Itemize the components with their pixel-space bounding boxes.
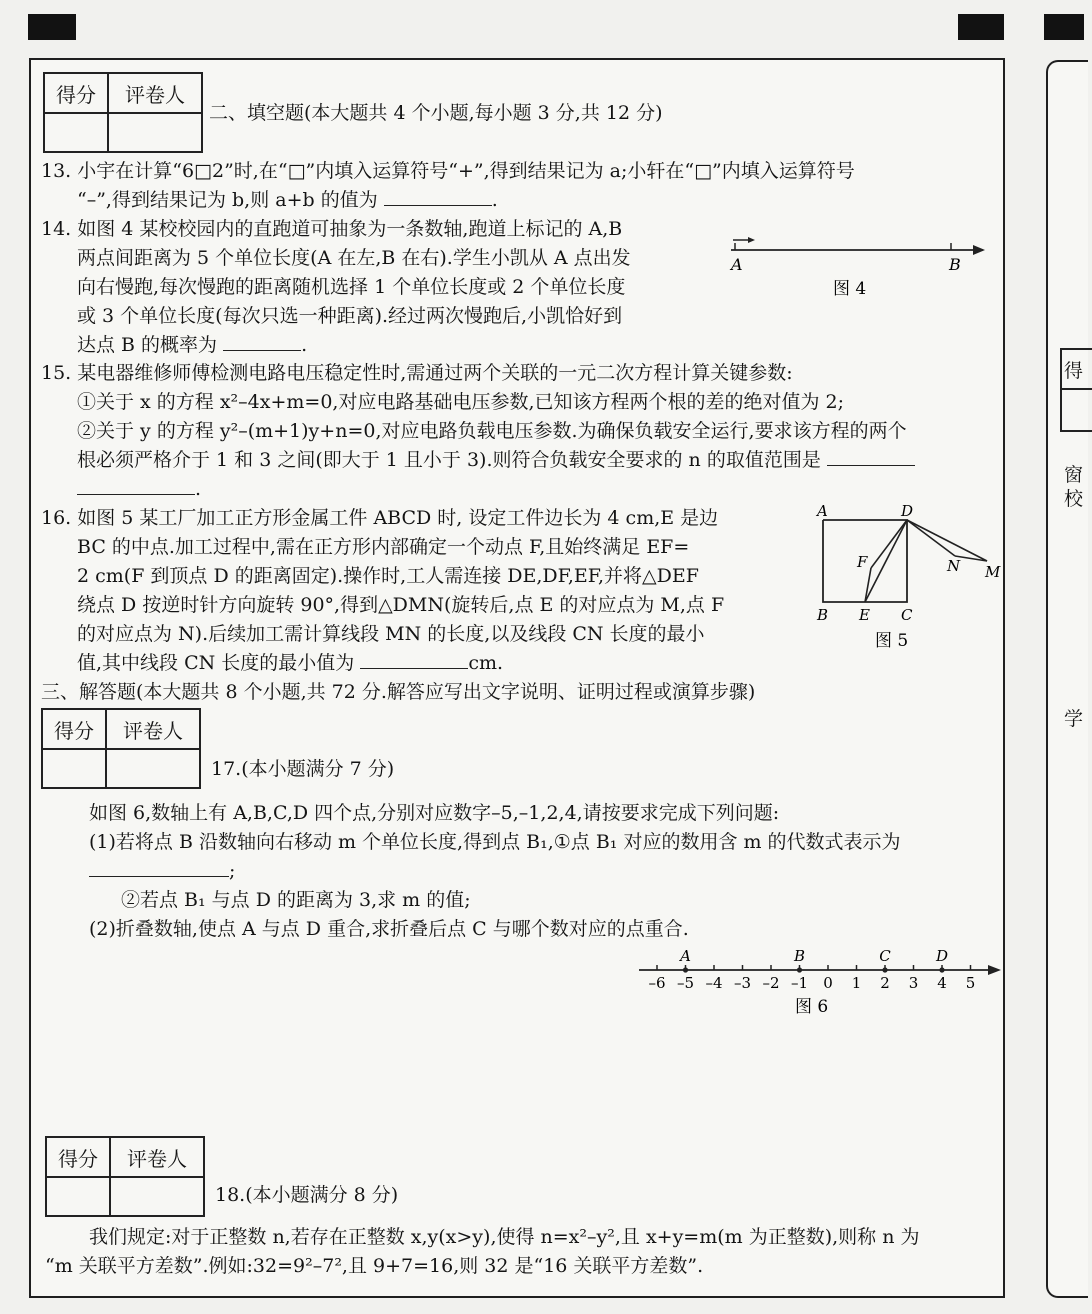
figure-6-number-line: [631, 940, 1007, 1016]
q18-text: “m 关联平方差数”.例如:32=9²–7²,且 9+7=16,则 32 是“16 关联平方差数”.: [45, 1255, 704, 1277]
q17-title: 17.(本小题满分 7 分): [211, 758, 395, 780]
tick-label: 3: [908, 974, 919, 992]
q15-answer-blank-b[interactable]: [77, 494, 195, 495]
q17-text: ②若点 B₁ 与点 D 的距离为 3,求 m 的值;: [121, 889, 471, 911]
point-marker: [939, 967, 944, 972]
q16-text: 的对应点为 N).后续加工需计算线段 MN 的长度,以及线段 CN 长度的最小: [77, 623, 705, 645]
grader-cell[interactable]: [106, 749, 200, 788]
point-b-label: B: [949, 255, 961, 274]
vertex-c-label: C: [901, 606, 913, 624]
q15-text: ①关于 x 的方程 x²–4x+m=0,对应电路基础电压参数,已知该方程两个根的差的绝对值为 2;: [77, 391, 845, 413]
tick-label: –1: [790, 974, 809, 992]
score-box: [45, 1136, 205, 1217]
q17-text: 如图 6,数轴上有 A,B,C,D 四个点,分别对应数字–5,–1,2,4,请按要求完成下列问题:: [89, 802, 780, 824]
q18-text: 我们规定:对于正整数 n,若存在正整数 x,y(x>y),使得 n=x²–y²,且 x+y=m(m 为正整数),则称 n 为: [89, 1226, 920, 1248]
tick-label: –2: [762, 974, 780, 992]
q13-text: 13. 小宇在计算“6□2”时,在“□”内填入运算符号“+”,得到结果记为 a;小轩在“□”内填入运算符号: [41, 160, 855, 182]
q18-title: 18.(本小题满分 8 分): [215, 1184, 399, 1206]
q17-text: (1)若将点 B 沿数轴向右移动 m 个单位长度,得到点 B₁,①点 B₁ 对应的数用含 m 的代数式表示为: [89, 831, 901, 853]
score-box: [41, 708, 201, 789]
q14-text: 两点间距离为 5 个单位长度(A 在左,B 在右).学生小凯从 A 点出发: [77, 247, 631, 269]
adjacent-page-edge: [1046, 60, 1088, 1298]
q15-text: .: [77, 474, 201, 504]
grader-label: 评卷人: [108, 73, 202, 113]
q14-text: 达点 B 的概率为 .: [77, 334, 308, 356]
registration-mark-edge: [1044, 14, 1084, 40]
grader-cell[interactable]: [108, 113, 202, 152]
tick-label: –4: [705, 974, 723, 992]
q15-text: 15. 某电器维修师傅检测电路电压稳定性时,需通过两个关联的一元二次方程计算关键参数:: [41, 362, 793, 384]
registration-mark-left: [28, 14, 76, 40]
vertex-d-label: D: [901, 502, 914, 520]
tick-label: 2: [880, 974, 890, 992]
segment-de: [865, 520, 907, 602]
score-label: 得分: [42, 709, 106, 749]
axis-arrowhead: [988, 965, 1001, 975]
tick-label: –6: [648, 974, 666, 992]
segment-dm: [907, 520, 987, 561]
score-cell[interactable]: [42, 749, 106, 788]
segment-dn: [907, 520, 955, 556]
figure-4-caption: 图 4: [833, 279, 867, 299]
score-cell[interactable]: [46, 1177, 110, 1216]
point-e-label: E: [859, 606, 870, 624]
q16-answer-blank[interactable]: [360, 668, 468, 669]
point-label: C: [879, 947, 891, 965]
point-marker: [797, 967, 802, 972]
q17-answer-blank[interactable]: [89, 876, 229, 877]
q14-text: 向右慢跑,每次慢跑的距离随机选择 1 个单位长度或 2 个单位长度: [77, 276, 626, 298]
point-marker: [882, 967, 887, 972]
score-label: 得分: [44, 73, 108, 113]
score-label: 得分: [46, 1137, 110, 1177]
q16-text: 值,其中线段 CN 长度的最小值为 cm.: [77, 652, 504, 674]
point-label: D: [935, 947, 949, 965]
segment-df: [871, 520, 907, 568]
q14-answer-blank[interactable]: [223, 350, 301, 351]
q15-text: ②关于 y 的方程 y²–(m+1)y+n=0,对应电路负载电压参数.为确保负载安全运行,要求该方程的两个: [77, 420, 907, 442]
point-n-label: N: [947, 557, 961, 575]
score-box: [43, 72, 203, 153]
point-marker: [683, 967, 688, 972]
vertex-b-label: B: [817, 606, 829, 624]
track-arrowhead: [973, 245, 985, 255]
point-f-label: F: [857, 553, 868, 571]
adjacent-char: 得: [1064, 360, 1084, 382]
point-label: B: [793, 947, 806, 965]
adjacent-char: 窗: [1064, 464, 1084, 486]
point-a-label: A: [731, 255, 743, 274]
tick-label: 0: [823, 974, 833, 992]
grader-cell[interactable]: [110, 1177, 204, 1216]
vertex-a-label: A: [817, 502, 828, 520]
grader-label: 评卷人: [110, 1137, 204, 1177]
q13-answer-blank[interactable]: [384, 205, 492, 206]
figure-5-caption: 图 5: [875, 631, 909, 651]
q15-text: 根必须严格介于 1 和 3 之间(即大于 1 且小于 3).则符合负载安全要求的 n 的取值范围是: [77, 445, 915, 475]
adjacent-char: 校: [1064, 488, 1084, 510]
grader-label: 评卷人: [106, 709, 200, 749]
point-label: A: [680, 947, 691, 965]
q15-answer-blank-a[interactable]: [827, 465, 915, 466]
figure-5-square: [811, 500, 1003, 650]
section-2-header: 二、填空题(本大题共 4 个小题,每小题 3 分,共 12 分): [209, 102, 663, 124]
figure-4-track: [721, 228, 991, 300]
tick-label: –3: [733, 974, 752, 992]
q16-text: 2 cm(F 到顶点 D 的距离固定).操作时,工人需连接 DE,DF,EF,并将△DEF: [77, 565, 699, 587]
q17-text: (2)折叠数轴,使点 A 与点 D 重合,求折叠后点 C 与哪个数对应的点重合.: [89, 918, 689, 940]
point-m-label: M: [985, 563, 1001, 581]
exam-page: [29, 58, 1005, 1298]
q13-text: “–”,得到结果记为 b,则 a+b 的值为 .: [77, 189, 498, 211]
q16-text: BC 的中点.加工过程中,需在正方形内部确定一个动点 F,且始终满足 EF=: [77, 536, 690, 558]
figure-6-caption: 图 6: [795, 997, 829, 1017]
adjacent-char: 学: [1064, 708, 1084, 730]
q17-text: ;: [89, 856, 235, 886]
score-cell[interactable]: [44, 113, 108, 152]
q14-text: 或 3 个单位长度(每次只选一种距离).经过两次慢跑后,小凯恰好到: [77, 305, 623, 327]
tick-label: 4: [937, 974, 947, 992]
q16-text: 绕点 D 按逆时针方向旋转 90°,得到△DMN(旋转后,点 E 的对应点为 M,点 F: [77, 594, 725, 616]
registration-mark-right: [958, 14, 1004, 40]
tick-label: 1: [851, 974, 862, 992]
q16-text: 16. 如图 5 某工厂加工正方形金属工件 ABCD 时, 设定工件边长为 4 cm,E 是边: [41, 507, 719, 529]
section-3-header: 三、解答题(本大题共 8 个小题,共 72 分.解答应写出文字说明、证明过程或演算步骤): [41, 681, 756, 703]
tick-label: –5: [676, 974, 695, 992]
tick-label: 5: [965, 974, 976, 992]
q14-text: 14. 如图 4 某校校园内的直跑道可抽象为一条数轴,跑道上标记的 A,B: [41, 218, 623, 240]
